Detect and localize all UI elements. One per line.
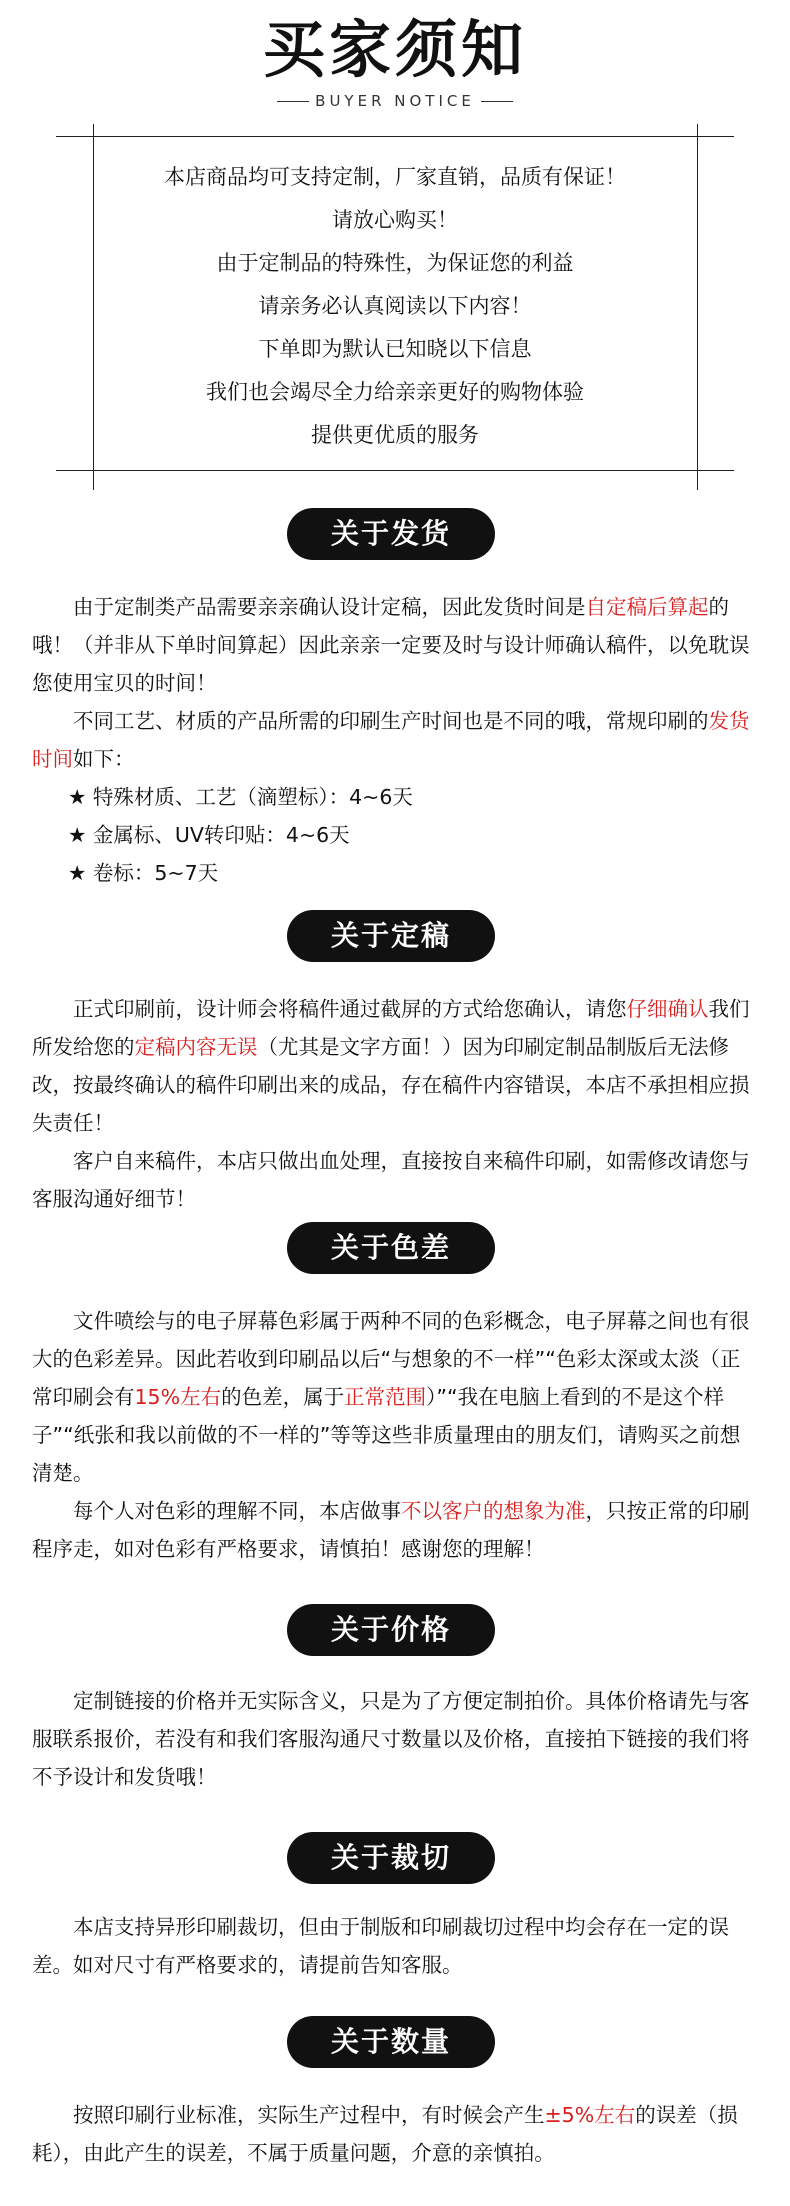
notice-frame-top	[56, 136, 734, 137]
section-heading-quantity: 关于数量	[287, 2016, 495, 2068]
section-heading-price: 关于价格	[287, 1604, 495, 1656]
shipping-list-item: ★ 金属标、UV转印贴：4~6天	[68, 823, 350, 847]
color-p2-text-a: 每个人对色彩的理解不同，本店做事	[73, 1499, 401, 1523]
notice-line: 下单即为默认已知晓以下信息	[258, 337, 532, 361]
section-heading-cutting: 关于裁切	[287, 1832, 495, 1884]
notice-line: 由于定制品的特殊性，为保证您的利益	[216, 251, 574, 275]
section-color	[32, 1302, 758, 1568]
page-subtitle	[0, 90, 790, 112]
color-p1-text-b: 的色差，属于	[221, 1385, 345, 1409]
notice-line: 提供更优质的服务	[311, 423, 479, 447]
notice-frame-bottom	[56, 470, 734, 471]
notice-block	[96, 156, 694, 457]
quantity-paragraph-1	[32, 2096, 758, 2172]
subtitle-right-dash	[481, 101, 513, 102]
color-p1-highlight-1: 15%左右	[134, 1385, 222, 1409]
proof-p1-highlight-1: 仔细确认	[626, 997, 709, 1021]
subtitle-text: BUYER NOTICE	[315, 92, 475, 110]
cutting-paragraph-1: 本店支持异形印刷裁切，但由于制版和印刷裁切过程中均会存在一定的误差。如对尺寸有严格要求的，请提前告知客服。	[32, 1915, 729, 1977]
notice-line: 请放心购买！	[332, 208, 458, 232]
section-heading-color: 关于色差	[287, 1222, 495, 1274]
quantity-p1-highlight: ±5%左右	[544, 2103, 636, 2127]
notice-line: 我们也会竭尽全力给亲亲更好的购物体验	[206, 380, 584, 404]
color-p1-text-a: 文件喷绘与的电子屏幕色彩属于两种不同的色彩概念，电子屏幕之间也有很大的色彩差异。因此若收到印刷品以后“与想象的不一样”“色彩太深或太淡（正常印刷会有	[32, 1309, 750, 1409]
shipping-paragraph-1	[32, 588, 758, 702]
shipping-paragraph-2	[32, 702, 758, 778]
notice-line: 请亲务必认真阅读以下内容！	[258, 294, 532, 318]
color-p2-text-b: ，只按正常的印刷程序走，如对色彩有严格要求，请慎拍！感谢您的理解！	[32, 1499, 750, 1561]
page-title: 买家须知	[262, 13, 527, 86]
subtitle-left-dash	[277, 101, 309, 102]
proof-p1-text-a: 正式印刷前，设计师会将稿件通过截屏的方式给您确认，请您	[73, 997, 627, 1021]
color-paragraph-2	[32, 1492, 758, 1568]
shipping-list-item: ★ 特殊材质、工艺（滴塑标）：4~6天	[68, 785, 413, 809]
shipping-p1-highlight: 自定稿后算起	[585, 595, 709, 619]
color-p2-highlight: 不以客户的想象为准	[401, 1499, 586, 1523]
proof-paragraph-1	[32, 990, 758, 1142]
notice-frame-left	[93, 124, 94, 490]
proof-paragraph-2: 客户自来稿件，本店只做出血处理，直接按自来稿件印刷，如需修改请您与客服沟通好细节！	[32, 1149, 750, 1211]
section-quantity	[32, 2096, 758, 2172]
section-proof	[32, 990, 758, 1218]
quantity-p1-text-b: 的误差（损耗），由此产生的误差，不属于质量问题，介意的亲慎拍。	[32, 2103, 738, 2165]
notice-frame-right	[697, 124, 698, 490]
shipping-p2-text-a: 不同工艺、材质的产品所需的印刷生产时间也是不同的哦，常规印刷的	[73, 709, 709, 733]
color-p1-text-c: ）”“我在电脑上看到的不是这个样子”“纸张和我以前做的不一样的”等等这些非质量理由的朋友们，请购买之前想清楚。	[32, 1385, 741, 1485]
notice-line: 本店商品均可支持定制，厂家直销，品质有保证！	[164, 165, 626, 189]
color-paragraph-1	[32, 1302, 758, 1492]
section-cutting	[32, 1908, 758, 1984]
shipping-p1-text-a: 由于定制类产品需要亲亲确认设计定稿，因此发货时间是	[73, 595, 586, 619]
shipping-p1-text-b: 的哦！（并非从下单时间算起）因此亲亲一定要及时与设计师确认稿件，以免耽误您使用宝贝的时间！	[32, 595, 750, 695]
proof-p1-text-b: 我们所发给您的	[32, 997, 750, 1059]
section-heading-proof: 关于定稿	[287, 910, 495, 962]
shipping-p2-text-b: 如下：	[73, 747, 135, 771]
shipping-list-item: ★ 卷标：5~7天	[68, 861, 219, 885]
section-shipping	[32, 588, 758, 892]
quantity-p1-text-a: 按照印刷行业标准，实际生产过程中，有时候会产生	[73, 2103, 545, 2127]
section-price	[32, 1682, 758, 1796]
shipping-p2-highlight: 发货时间	[32, 709, 750, 771]
proof-p1-highlight-2: 定稿内容无误	[134, 1035, 258, 1059]
section-heading-shipping: 关于发货	[287, 508, 495, 560]
price-paragraph-1: 定制链接的价格并无实际含义，只是为了方便定制拍价。具体价格请先与客服联系报价，若没有和我们客服沟通尺寸数量以及价格，直接拍下链接的我们将不予设计和发货哦！	[32, 1689, 750, 1789]
color-p1-highlight-2: 正常范围	[344, 1385, 427, 1409]
proof-p1-text-c: （尤其是文字方面！）因为印刷定制品制版后无法修改，按最终确认的稿件印刷出来的成品，存在稿件内容错误，本店不承担相应损失责任！	[32, 1035, 750, 1135]
